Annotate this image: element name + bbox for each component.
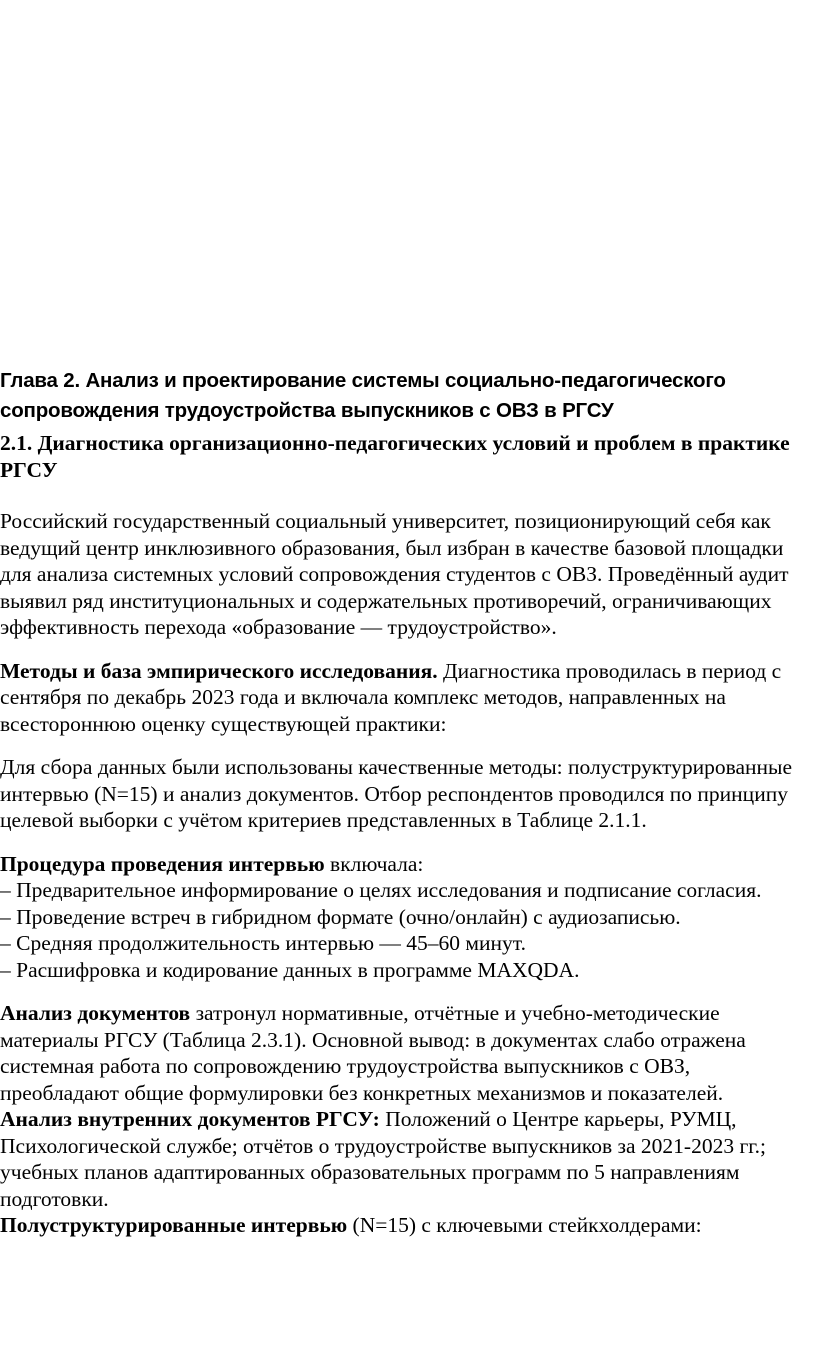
procedure-item: – Проведение встреч в гибридном формате (очно/онлайн) с аудиозаписью.	[0, 904, 681, 929]
data-collection-paragraph: Для сбора данных были использованы качественные методы: полуструктурированные интервью (N=15) и анализ документов. Отбор респондентов проводился по принципу целевой выборки с учётом критериев представленных в Таблице 2.1.1.	[0, 755, 793, 832]
doc-analysis-paragraph	[0, 1000, 812, 1106]
section-heading: 2.1. Диагностика организационно-педагогических условий и проблем в практике РГСУ	[0, 431, 790, 482]
methods-paragraph	[0, 658, 812, 738]
internal-docs-lead: Анализ внутренних документов РГСУ:	[0, 1107, 380, 1131]
internal-docs-text: Положений о Центре карьеры, РУМЦ, Психологической службе; отчётов о трудоустройстве выпускников за 2021-2023 гг.; учебных планов адаптированных образовательных программ по 5 направлениям подготовки.	[0, 1107, 767, 1211]
interviews-paragraph	[0, 1212, 812, 1239]
document-page	[0, 366, 812, 1239]
intro-paragraph: Российский государственный социальный университет, позиционирующий себя как ведущий центр инклюзивного образования, был избран в качестве базовой площадки для анализа системных условий сопровождения студентов с ОВЗ. Проведённый аудит выявил ряд институциональных и содержательных противоречий, ограничивающих эффективность перехода «образование — трудоустройство».	[0, 509, 789, 639]
interviews-text: (N=15) с ключевыми стейкхолдерами:	[347, 1213, 702, 1237]
doc-analysis-lead: Анализ документов	[0, 1001, 191, 1025]
procedure-text: включала:	[324, 851, 424, 876]
procedure-item: – Предварительное информирование о целях исследования и подписание согласия.	[0, 878, 762, 902]
procedure-item: – Средняя продолжительность интервью — 45–60 минут.	[0, 931, 526, 955]
methods-text: Диагностика проводилась в период с сентября по декабрь 2023 года и включала комплекс методов, направленных на всестороннюю оценку существующей практики:	[0, 658, 782, 736]
interviews-lead: Полуструктурированные интервью	[0, 1213, 348, 1237]
procedure-item: – Расшифровка и кодирование данных в программе MAXQDA.	[0, 957, 580, 982]
chapter-heading: Глава 2. Анализ и проектирование системы социально-педагогического сопровождения трудоустройства выпускников с ОВЗ в РГСУ	[0, 369, 726, 422]
internal-docs-paragraph	[0, 1106, 812, 1212]
procedure-lead: Процедура проведения интервью	[0, 851, 325, 876]
methods-lead: Методы и база эмпирического исследования.	[0, 658, 438, 683]
doc-analysis-text: затронул нормативные, отчётные и учебно-методические материалы РГСУ (Таблица 2.3.1). Основной вывод: в документах слабо отражена системная работа по сопровождению трудоустройства выпускников с ОВЗ, преобладают общие формулировки без конкретных механизмов и показателей.	[0, 1001, 746, 1105]
procedure-paragraph	[0, 851, 812, 878]
